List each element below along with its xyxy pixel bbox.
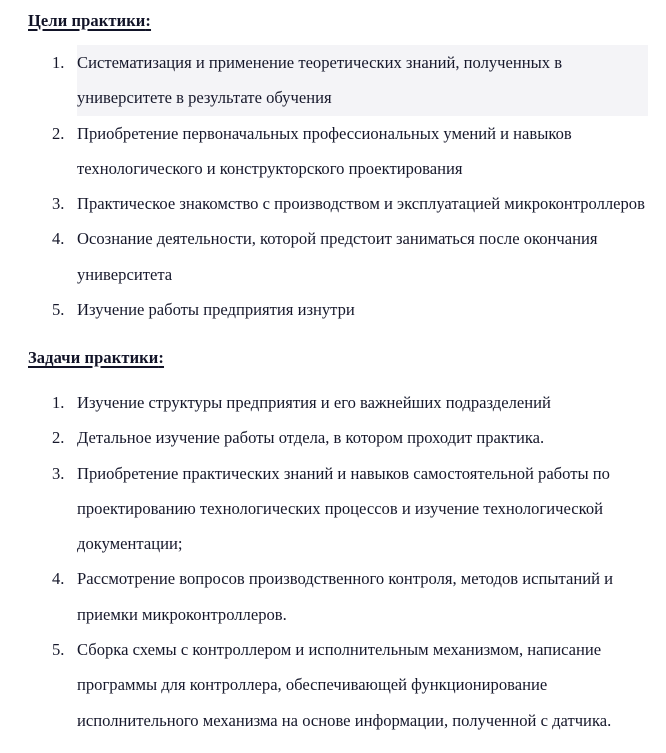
list-item xyxy=(52,561,648,632)
section-heading-goals xyxy=(28,11,151,31)
list-item-marker: 2. xyxy=(52,123,65,143)
page-title-goals xyxy=(28,11,151,31)
list-item-marker: 4. xyxy=(52,569,65,589)
list-item-text: Систематизация и применение теоретических знаний, полученных в университете в результате обучения xyxy=(77,45,648,116)
tasks-list xyxy=(52,385,648,738)
list-item-marker: 5. xyxy=(52,640,65,660)
list-item-text: Приобретение первоначальных профессиональных умений и навыков технологического и конструкторского проектирования xyxy=(77,123,572,178)
list-item-text: Осознание деятельности, которой предстоит заниматься после окончания университета xyxy=(77,229,598,284)
list-item xyxy=(52,221,648,292)
list-item-marker: 4. xyxy=(52,229,65,249)
section-heading-goals-colon: : xyxy=(145,11,152,30)
list-item-text: Рассмотрение вопросов производственного контроля, методов испытаний и приемки микроконтроллеров. xyxy=(77,569,613,624)
list-item xyxy=(52,116,648,187)
list-item-marker: 3. xyxy=(52,463,65,483)
list-item xyxy=(52,292,648,327)
list-item xyxy=(52,45,648,116)
section-heading-tasks xyxy=(28,348,164,368)
list-item xyxy=(52,385,648,420)
list-item-text: Детальное изучение работы отдела, в котором проходит практика. xyxy=(77,428,545,448)
list-item-marker: 1. xyxy=(52,53,65,72)
list-item xyxy=(52,632,648,738)
section-heading-goals-label: Цели практики xyxy=(28,11,146,30)
section-heading-tasks-colon: : xyxy=(158,348,165,367)
list-item xyxy=(52,420,648,455)
page-title-tasks xyxy=(28,348,164,368)
list-item-marker: 1. xyxy=(52,393,65,412)
list-item-text: Приобретение практических знаний и навыков самостоятельной работы по проектированию технологических процессов и изучение технологической документации; xyxy=(77,463,610,554)
list-item-text: Сборка схемы с контроллером и исполнительным механизмом, написание программы для контроллера, обеспечивающей функционирование исполнительного механизма на основе информации, полученной с датчика. xyxy=(77,640,612,730)
list-item-marker: 2. xyxy=(52,428,65,448)
goals-list xyxy=(52,45,648,327)
list-item xyxy=(52,186,648,221)
list-item-marker: 5. xyxy=(52,300,65,320)
list-item-text: Изучение работы предприятия изнутри xyxy=(77,300,355,320)
section-heading-tasks-label: Задачи практики xyxy=(28,348,159,367)
list-item-text: Изучение структуры предприятия и его важнейших подразделений xyxy=(77,393,551,412)
list-item-marker: 3. xyxy=(52,194,65,214)
list-item xyxy=(52,456,648,562)
list-item-text: Практическое знакомство с производством и эксплуатацией микроконтроллеров xyxy=(77,194,645,214)
